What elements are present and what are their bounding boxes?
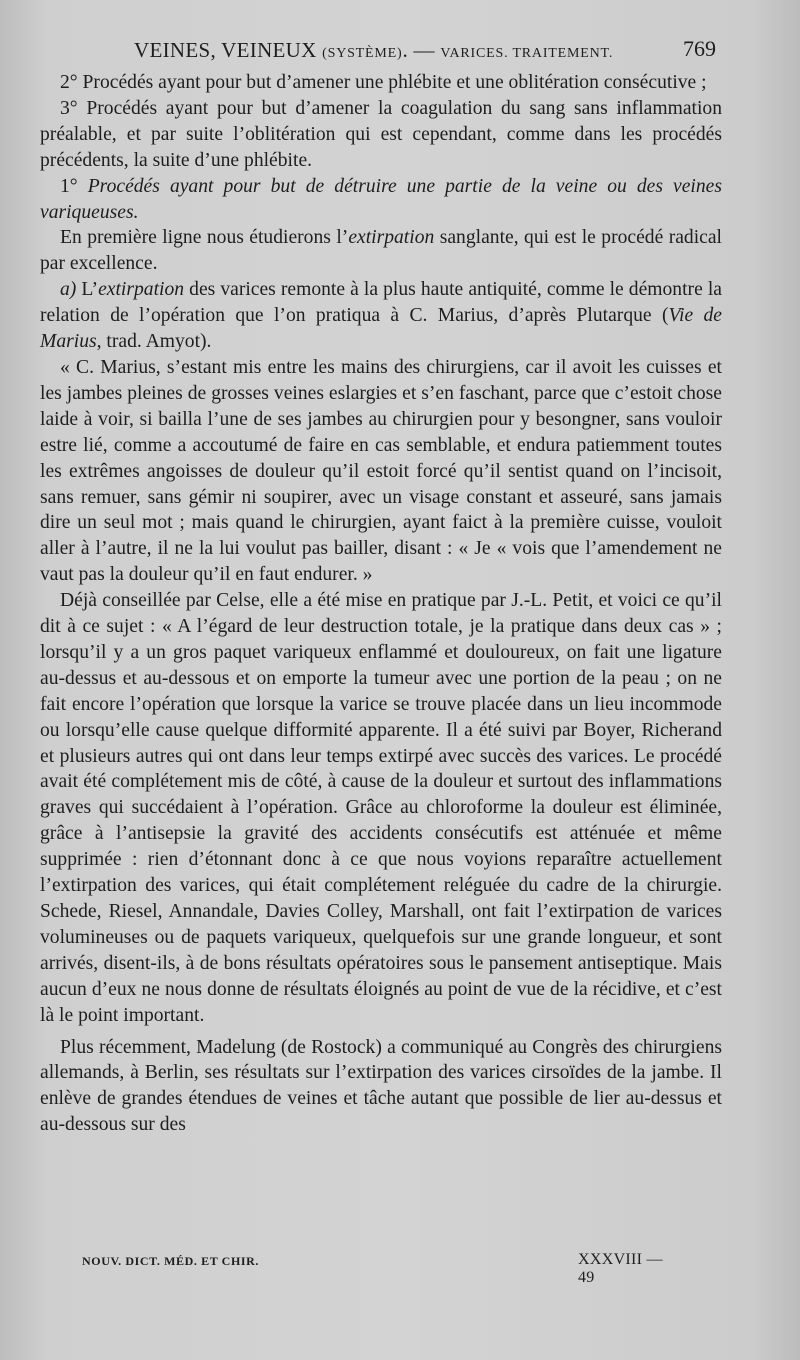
text-run: En première ligne nous étudierons l’ — [60, 227, 349, 249]
paragraph-extirpation-history — [40, 277, 722, 355]
italic-term: extirpation — [98, 279, 185, 301]
paragraph-text: 2° Procédés ayant pour but d’amener une phlébite et une oblitération consécutive ; — [60, 72, 707, 93]
paragraph-text: 3° Procédés ayant pour but d’amener la coagulation du sang sans inflammation préalable, et par suite l’oblitération qui est cependant, comme dans les procédés précédents, la suite d’une phlébite. — [40, 97, 722, 171]
page-header — [38, 34, 720, 64]
footer-book-title: NOUV. DICT. MÉD. ET CHIR. — [82, 1254, 260, 1268]
running-title-separator: . — — [402, 38, 441, 62]
running-title — [134, 38, 613, 63]
heading-text: Procédés ayant pour but de détruire une partie de la veine ou des veines variqueuses. — [40, 175, 722, 223]
paragraph-celse-petit — [40, 588, 722, 1028]
paragraph-text: « C. Marius, s’estant mis entre les mains des chirurgiens, car il avoit les cuisses et les jambes pleines de grosses veines eslargies et s’en faschant, parce que c’estoit chose laide à voir, si bailla l’une de ses jambes au chirurgien pour y besongner, sans vouloir estre lié, comme a accoutumé de faire en cas semblable, et endura patiemment toutes les extrêmes angoisses de douleur qu’il estoit forcé qu’il sentist quand on l’incisoit, sans remuer, sans gémir ni soupirer, avec un visage constant et asseuré, sans jamais dire un seul mot ; mais quand le chirurgien, ayant faict à la première cuisse, vouloit aller à l’autre, il ne la lui voulut pas bailler, disant : « Je « vois que l’amendement ne vaut pas la douleur qu’il en faut endurer. » — [40, 356, 722, 586]
paragraph-text: Plus récemment, Madelung (de Rostock) a communiqué au Congrès des chirurgiens allemands, à Berlin, ses résultats sur l’extirpation des varices cirsoïdes de la jambe. Il enlève de grandes étendues de veines et tâche autant que possible de lier au-dessus et au-dessous sur des — [40, 1036, 722, 1136]
text-run: , trad. Amyot). — [96, 331, 212, 353]
body-text — [40, 70, 722, 1138]
running-title-system: (SYSTÈME) — [322, 46, 403, 61]
paragraph-text: Déjà conseillée par Celse, elle a été mise en pratique par J.-L. Petit, et voici ce qu’il dit à ce sujet : « A l’égard de leur destruction totale, je la pratique dans deux cas » ; lorsqu’il y a un gros paquet variqueux enflammé et douloureux, on fait une ligature au-dessus et au-dessous et on emporte la tumeur avec une portion de la peau ; on ne fait encore l’opération que lorsque la varice se trouve placée dans un lieu incommode ou lorsqu’elle cause quelque difformité apparente. Il a été suivi par Boyer, Richerand et plusieurs autres qui ont dans leur temps extirpé avec succès des varices. Le procédé avait été complétement mis de côté, à cause de la douleur et surtout des inflammations graves qui succédaient à l’opération. Grâce au chloroforme la douleur est éliminée, grâce à l’antisepsie la gravité des accidents consécutifs est atténuée et même supprimée : rien d’étonnant donc à ce que nous voyions reparaître actuellement l’extirpation des varices, qui était complétement reléguée du cadre de la chirurgie. Schede, Riesel, Annandale, Davies Colley, Marshall, ont fait l’extirpation de varices volumineuses ou de paquets variqueux, quelquefois sur une grande longueur, et sont arrivés, disent-ils, à de bons résultats opératoires sous le pansement antiseptique. Mais aucun d’eux ne nous donne de résultats éloignés au point de vue de la récidive, et c’est là le point important. — [40, 590, 722, 1026]
paragraph-extirpation-intro — [40, 225, 722, 277]
text-run: sanglante, qui est le procédé radical par excellence. — [40, 227, 722, 275]
section-heading — [40, 174, 722, 226]
footer-signature: XXXVIII — 49 — [578, 1251, 663, 1286]
heading-number: 1° — [60, 175, 88, 197]
italic-term: Vie de Marius — [40, 305, 722, 353]
running-title-main: VEINES, VEINEUX — [134, 38, 323, 62]
italic-term: extirpation — [348, 227, 435, 249]
paragraph-procedes-2 — [40, 70, 722, 96]
paragraph-marius-quote — [40, 355, 722, 588]
page-number: 769 — [683, 36, 716, 61]
text-run: des varices remonte à la plus haute antiquité, comme le démontre la relation de l’opération que l’on pratiqua à C. Marius, d’après Plutarque ( — [40, 279, 722, 327]
paragraph-procedes-3 — [40, 96, 722, 174]
running-title-section: VARICES. TRAITEMENT. — [440, 46, 614, 61]
paragraph-madelung — [40, 1035, 722, 1139]
italic-term: a) — [60, 279, 82, 301]
text-run: L’ — [81, 279, 99, 301]
